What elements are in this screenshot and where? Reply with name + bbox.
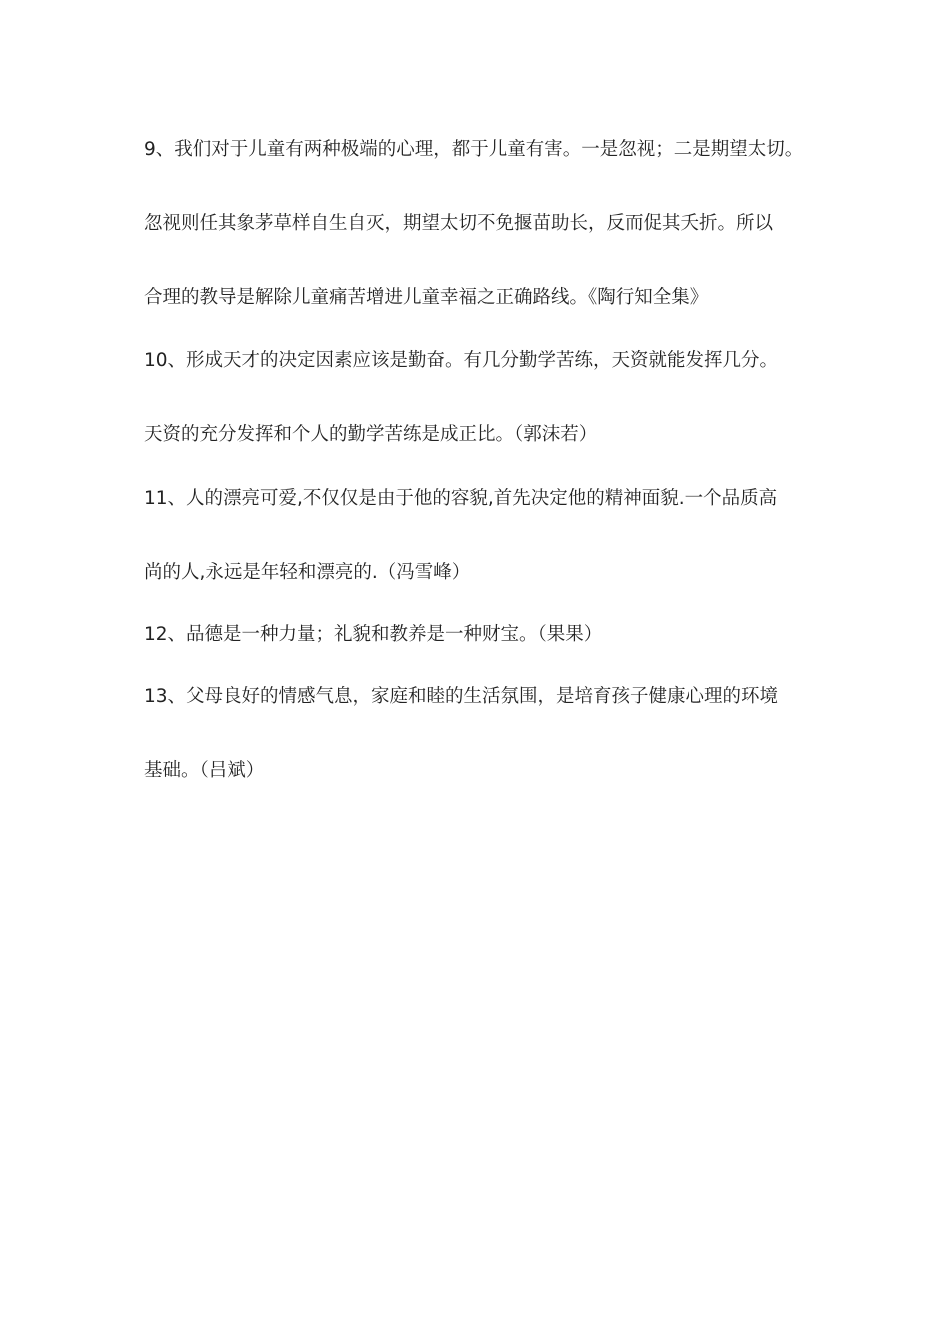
- quote-10-line-2: 天资的充分发挥和个人的勤学苦练是成正比。（郭沫若）: [144, 424, 598, 445]
- quote-9-line-3: 合理的教导是解除儿童痛苦增进儿童幸福之正确路线。《陶行知全集》: [144, 287, 709, 308]
- quote-9-line-1: 9、我们对于儿童有两种极端的心理，都于儿童有害。一是忽视；二是期望太切。: [144, 139, 804, 160]
- quote-11-line-1: 11、人的漂亮可爱,不仅仅是由于他的容貌,首先决定他的精神面貌.一个品质高: [144, 488, 778, 509]
- quote-9-line-2: 忽视则任其象茅草样自生自灭，期望太切不免揠苗助长，反而促其夭折。所以: [144, 213, 774, 234]
- quote-13-line-1: 13、父母良好的情感气息，家庭和睦的生活氛围，是培育孩子健康心理的环境: [144, 686, 779, 707]
- quote-12-line-1: 12、品德是一种力量；礼貌和教养是一种财宝。（果果）: [144, 624, 603, 645]
- quote-10-line-1: 10、形成天才的决定因素应该是勤奋。有几分勤学苦练，天资就能发挥几分。: [144, 350, 779, 371]
- quote-13-line-2: 基础。（吕斌）: [144, 760, 265, 781]
- quote-11-line-2: 尚的人,永远是年轻和漂亮的.（冯雪峰）: [144, 562, 471, 583]
